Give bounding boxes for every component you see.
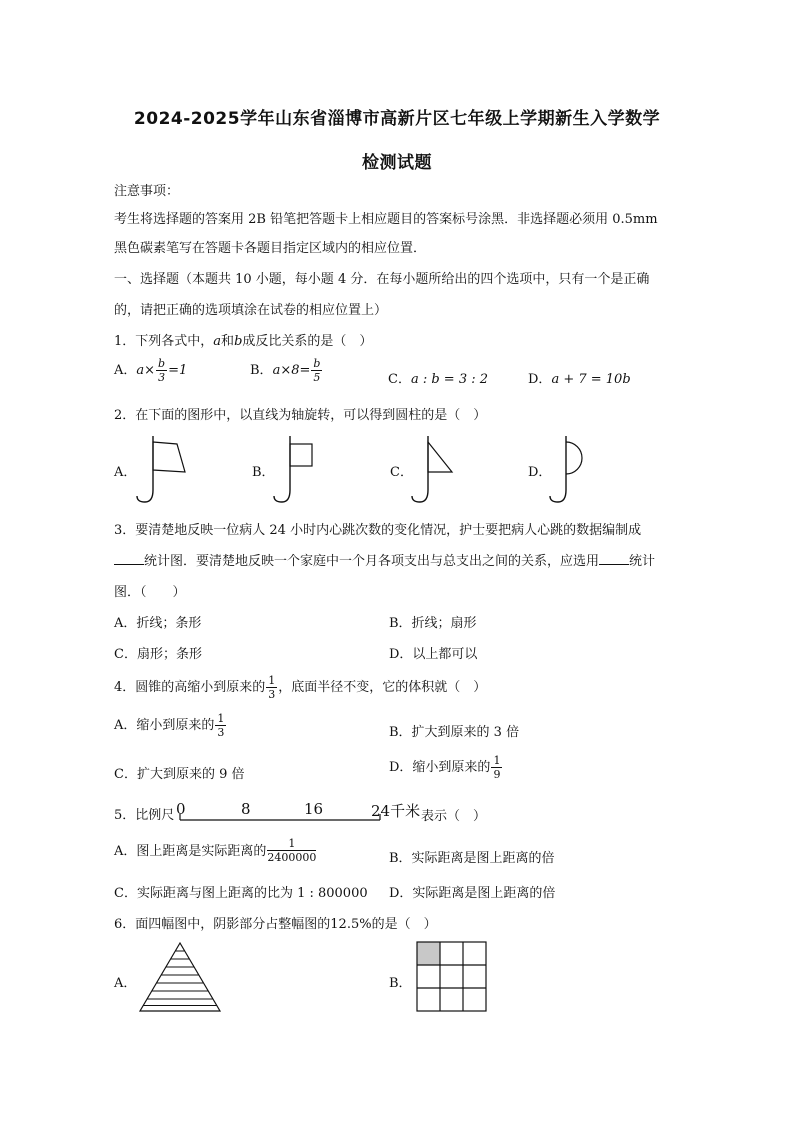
q3-blank-2: [599, 552, 629, 565]
section-line1: 一、选择题（本题共 10 小题，每小题 4 分．在每小题所给出的四个选项中，只有一个是正确: [114, 272, 650, 287]
q1-stem: 1．下列各式中，a和b成反比关系的是（ ）: [114, 334, 373, 349]
q6-stem: 6．面四幅图中，阴影部分占整幅图的12.5%的是（ ）: [114, 917, 437, 932]
q5-tick-8: 8: [241, 800, 251, 818]
q4-option-c[interactable]: C．扩大到原来的 9 倍: [114, 767, 245, 782]
q3-line2: 统计图．要清楚地反映一个家庭中一个月各项支出与总支出之间的关系，应选用 统计: [114, 550, 655, 569]
q4-option-b[interactable]: B．扩大到原来的 3 倍: [389, 725, 520, 740]
q5-tick-0: 0: [176, 800, 186, 818]
notice-heading: 注意事项：: [114, 184, 180, 199]
notice-line1: 考生将选择题的答案用 2B 铅笔把答题卡上相应题目的答案标号涂黑．非选择题必须用 0.5mm: [114, 212, 658, 227]
q2-figure-b: [272, 432, 332, 507]
q2-option-c-label[interactable]: C．: [390, 465, 413, 480]
q5-tick-24: 24千米: [371, 802, 421, 820]
q5-tick-16: 16: [304, 800, 324, 818]
q3-option-b[interactable]: B．折线；扇形: [389, 616, 477, 631]
q5-option-c[interactable]: C．实际距离与图上距离的比为 1 : 800000: [114, 886, 368, 901]
q6-figure-b-grid: [416, 941, 488, 1013]
notice-line2: 黑色碳素笔写在答题卡各题目指定区域内的相应位置．: [114, 241, 427, 256]
q5-option-b[interactable]: B．实际距离是图上距离的倍: [389, 851, 555, 866]
q1-option-c[interactable]: C．a : b = 3 : 2: [388, 372, 489, 387]
q3-option-a[interactable]: A．折线；条形: [114, 616, 202, 631]
q3-option-d[interactable]: D．以上都可以: [389, 647, 478, 662]
page-title-line1: 2024-2025学年山东省淄博市高新片区七年级上学期新生入学数学: [133, 109, 661, 129]
q4-stem: 4．圆锥的高缩小到原来的 $\frac{1}{3}$ ，底面半径不变，它的体积就（ ）: [114, 674, 487, 701]
q2-figure-d: [548, 432, 608, 507]
q2-stem: 2．在下面的图形中，以直线为轴旋转，可以得到圆柱的是（ ）: [114, 408, 487, 423]
q6-figure-a-triangle: [138, 941, 223, 1013]
q5-option-a[interactable]: A．图上距离是实际距离的 $\frac{1}{2400000}$: [114, 837, 317, 864]
q1-option-a[interactable]: A．a× $\frac{b}{3}$ =1: [114, 357, 188, 384]
q6-option-a-label[interactable]: A．: [114, 976, 137, 991]
q3-line1: 3．要清楚地反映一位病人 24 小时内心跳次数的变化情况，护士要把病人心跳的数据编制成: [114, 523, 642, 538]
q2-option-b-label[interactable]: B．: [252, 465, 275, 480]
q2-figure-c: [410, 432, 470, 507]
q5-option-d[interactable]: D．实际距离是图上距离的倍: [389, 886, 556, 901]
q4-option-d[interactable]: D．缩小到原来的 $\frac{1}{9}$: [389, 754, 501, 781]
q4-option-a[interactable]: A．缩小到原来的 $\frac{1}{3}$: [114, 712, 225, 739]
q2-option-a-label[interactable]: A．: [114, 465, 137, 480]
q3-line3: 图．（ ）: [114, 585, 186, 600]
q5-stem-b: 表示（ ）: [421, 809, 487, 824]
q2-figure-a: [135, 432, 195, 507]
page-title-line2: 检测试题: [362, 153, 432, 173]
q3-blank-1: [114, 552, 144, 565]
section-line2: 的，请把正确的选项填涂在试卷的相应位置上）: [114, 303, 388, 318]
q3-option-c[interactable]: C．扇形；条形: [114, 647, 202, 662]
q6-option-b-label[interactable]: B．: [389, 976, 412, 991]
q1-option-d[interactable]: D．a + 7 = 10b: [528, 372, 631, 387]
q2-option-d-label[interactable]: D．: [528, 465, 552, 480]
q5-stem-a: 5．比例尺: [114, 808, 175, 823]
q5-scale-bar: [176, 798, 391, 828]
q1-option-b[interactable]: B．a×8= $\frac{b}{5}$: [250, 357, 321, 384]
